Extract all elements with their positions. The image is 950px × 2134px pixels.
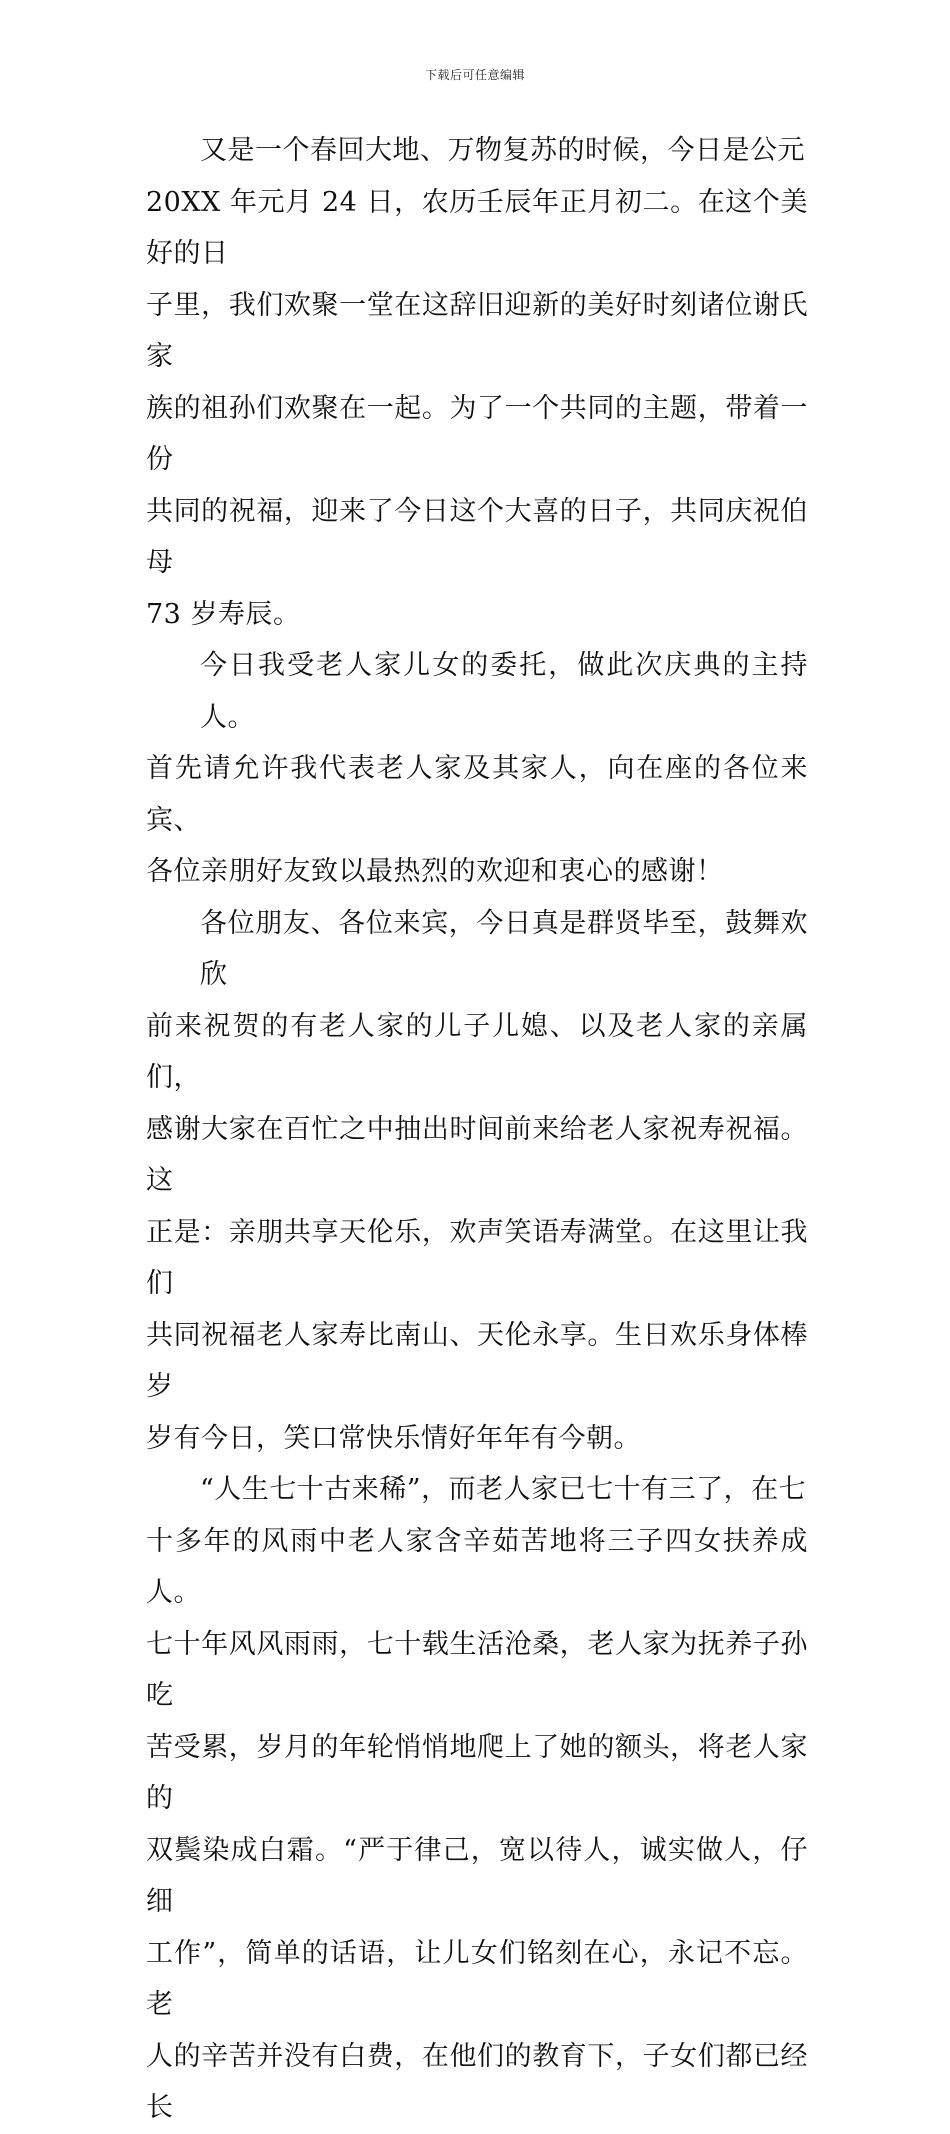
paragraph-4	[146, 1464, 808, 2134]
text-line: 各位亲朋好友致以最热烈的欢迎和衷心的感谢！	[146, 856, 724, 887]
text-line: 七十年风风雨雨，七十载生活沧桑，老人家为抚养子孙吃	[146, 1628, 808, 1711]
text-line: 首先请允许我代表老人家及其家人，向在座的各位来宾、	[146, 753, 808, 836]
text-line: 前来祝贺的有老人家的儿子儿媳、以及老人家的亲属们，	[146, 1010, 808, 1093]
text-line: 又是一个春回大地、万物复苏的时候，今日是公元	[200, 135, 805, 166]
paragraph-2	[146, 640, 808, 898]
text-line: 岁有今日，笑口常快乐情好年年有今朝。	[146, 1422, 641, 1454]
text-line: 共同祝福老人家寿比南山、天伦永享。生日欢乐身体棒岁	[146, 1319, 808, 1402]
text-line: 感谢大家在百忙之中抽出时间前来给老人家祝寿祝福。这	[146, 1113, 808, 1196]
text-line: 各位朋友、各位来宾，今日真是群贤毕至，鼓舞欢欣	[200, 907, 808, 990]
text-line: “人生七十古来稀”，而老人家已七十有三了，在七	[200, 1474, 807, 1505]
header-note: 下载后可任意编辑	[424, 68, 525, 82]
text-line: 十多年的风雨中老人家含辛茹苦地将三子四女扶养成人。	[146, 1525, 808, 1608]
text-line: 族的祖孙们欢聚在一起。为了一个共同的主题，带着一份	[146, 392, 808, 475]
text-line: 子里，我们欢聚一堂在这辞旧迎新的美好时刻诸位谢氏家	[146, 289, 808, 372]
text-line: 人的辛苦并没有白费，在他们的教育下，子女们都已经长	[146, 2040, 808, 2123]
paragraph-1	[146, 125, 808, 640]
text-line: 共同的祝福，迎来了今日这个大喜的日子，共同庆祝伯母	[146, 495, 808, 578]
text-line: 双鬓染成白霜。“严于律己，宽以待人，诚实做人，仔细	[146, 1834, 808, 1917]
text-line: 73 岁寿辰。	[146, 598, 301, 630]
text-line: 苦受累，岁月的年轮悄悄地爬上了她的额头，将老人家的	[146, 1731, 808, 1814]
text-line: 20XX 年元月 24 日，农历壬辰年正月初二。在这个美好的日	[146, 186, 808, 269]
document-body	[146, 125, 808, 2134]
paragraph-3	[146, 898, 808, 1465]
text-line: 今日我受老人家儿女的委托，做此次庆典的主持人。	[200, 650, 808, 733]
text-line: 工作”，简单的话语，让儿女们铭刻在心，永记不忘。老	[146, 1937, 808, 2020]
text-line: 正是：亲朋共享天伦乐，欢声笑语寿满堂。在这里让我们	[146, 1216, 808, 1299]
